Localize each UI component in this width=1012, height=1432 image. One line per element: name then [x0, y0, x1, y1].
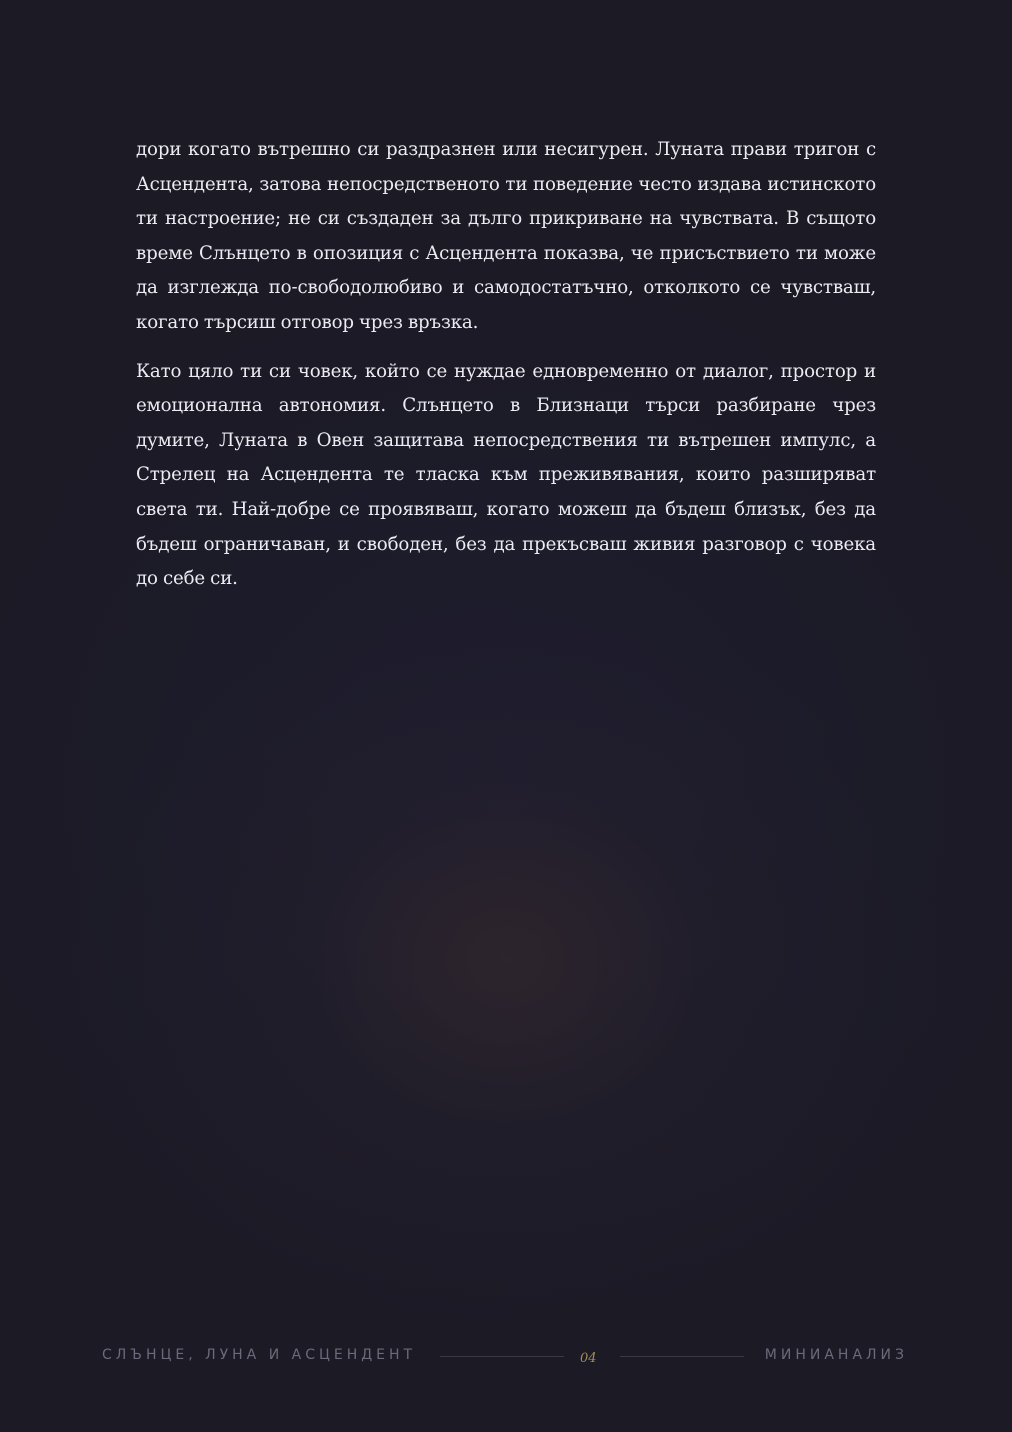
page-number: 04	[580, 1351, 597, 1366]
footer-divider-left	[440, 1356, 564, 1357]
footer-divider-right	[620, 1356, 744, 1357]
paragraph-2: Като цяло ти си човек, който се нуждае едновременно от диалог, простор и емоционална автономия. Слънцето в Близнаци търси разбиране чрез думите, Луната в Овен защитава непосредствения ти вътрешен импулс, а Стрелец на Асцендента те тласка към преживявания, които разширяват света ти. Най-добре се проявяваш, когато можеш да бъдеш близък, без да бъдеш ограничаван, и свободен, без да прекъсваш живия разговор с човека до себе си.	[136, 360, 876, 590]
footer-document-type: МИНИАНАЛИЗ	[764, 1347, 908, 1363]
paragraph-1: дори когато вътрешно си раздразнен или несигурен. Луната прави тригон с Асцендента, затова непосредственото ти поведение често издава истинското ти настроение; не си създаден за дълго прикриване на чувствата. В същото време Слънцето в опозиция с Асцендента показва, че присъствието ти може да изглежда по-свободолюбиво и самодостатъчно, отколкото се чувстваш, когато търсиш отговор чрез връзка.	[136, 139, 876, 333]
body-text	[136, 133, 876, 611]
footer-section-title: СЛЪНЦЕ, ЛУНА И АСЦЕНДЕНТ	[102, 1347, 417, 1363]
page-footer	[102, 1346, 908, 1368]
